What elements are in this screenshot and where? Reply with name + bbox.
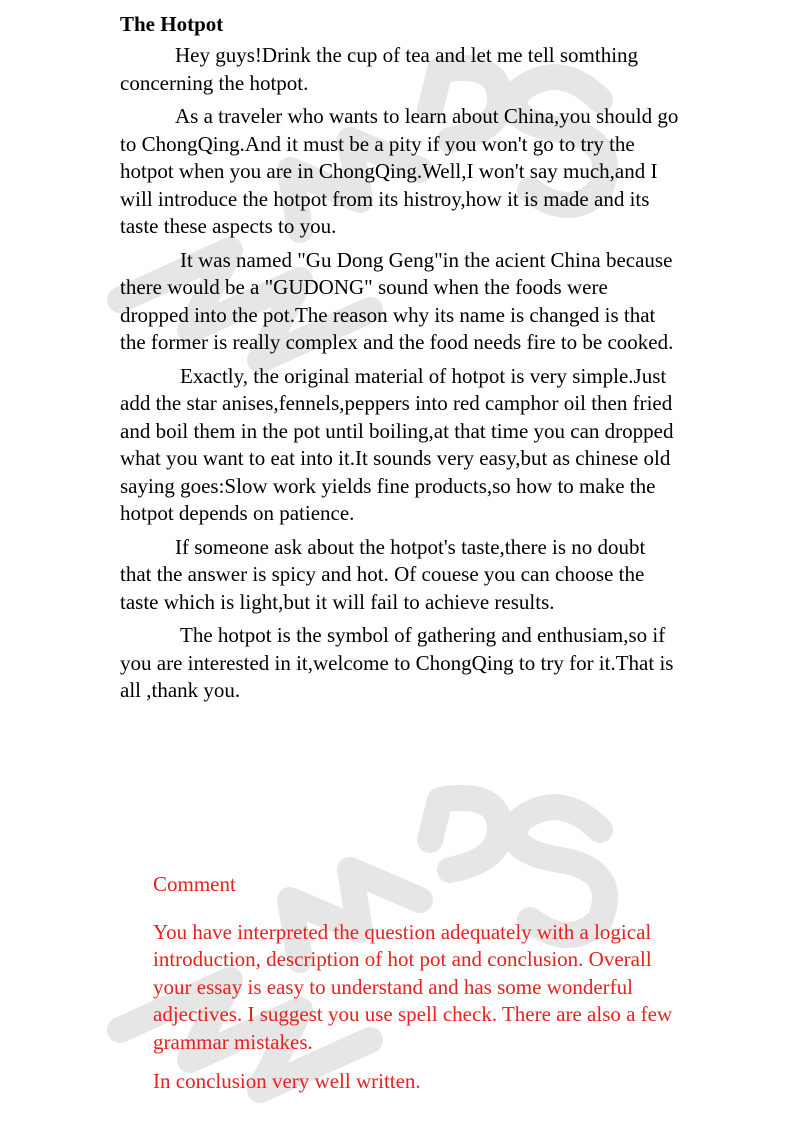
essay [120, 10, 680, 711]
comment-closing: In conclusion very well written. [153, 1069, 421, 1093]
essay-title: The Hotpot [120, 12, 224, 36]
teacher-comment [153, 871, 673, 1096]
essay-paragraph-4: Exactly, the original material of hotpot is very simple.Just add the star anises,fennels,peppers into red camphor oil then fried and boil them in the pot until boiling,at that time you can dropped what you want to eat into it.It sounds very easy,but as chinese old saying goes:Slow work yields fine products,so how to make the hotpot depends on patience. [120, 363, 674, 525]
essay-paragraph-1: Hey guys!Drink the cup of tea and let me tell somthing concerning the hotpot. [120, 43, 639, 95]
essay-paragraph-5: If someone ask about the hotpot's taste,there is no doubt that the answer is spicy and hot. Of couese you can choose the taste which is light,but it will fail to achieve results. [120, 534, 646, 614]
comment-heading: Comment [153, 872, 236, 896]
essay-paragraph-6: The hotpot is the symbol of gathering and enthusiam,so if you are interested in it,welcome to ChongQing to try for it.That is all ,thank you. [120, 623, 674, 702]
essay-paragraph-2: As a traveler who wants to learn about China,you should go to ChongQing.And it must be a pity if you won't go to try the hotpot when you are in ChongQing.Well,I won't say much,and I will introduce the hotpot from its histroy,how it is made and its taste these aspects to you. [120, 104, 679, 238]
essay-paragraph-3: It was named "Gu Dong Geng"in the acient China because there would be a "GUDONG" sound when the foods were dropped into the pot.The reason why its name is changed is that the former is really complex and the food needs fire to be cooked. [120, 247, 674, 354]
comment-body: You have interpreted the question adequately with a logical introduction, description of hot pot and conclusion. Overall your essay is easy to understand and has some wonderful adjectives. I suggest you use spell check. There are also a few grammar mistakes. [153, 919, 673, 1054]
